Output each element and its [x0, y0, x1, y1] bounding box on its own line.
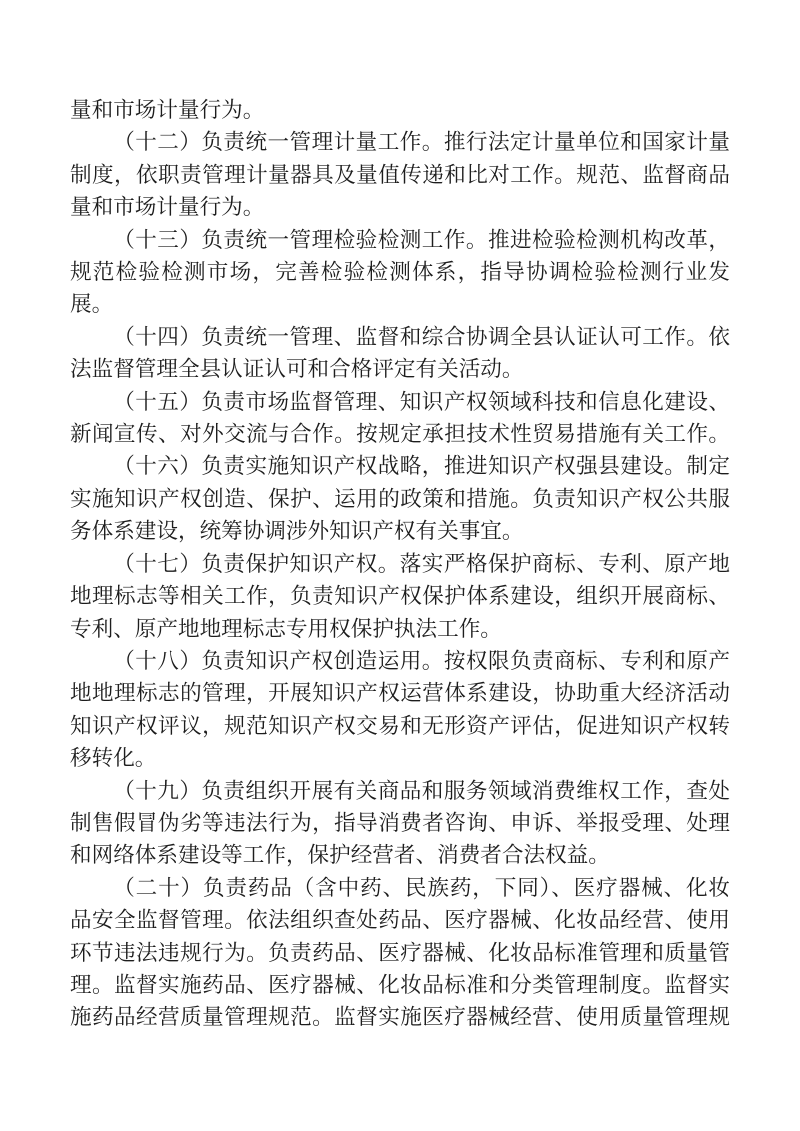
- text-line: 品安全监督管理。依法组织查处药品、医疗器械、化妆品经营、使用: [70, 908, 730, 933]
- text-line: 理。监督实施药品、医疗器械、化妆品标准和分类管理制度。监督实: [70, 972, 730, 997]
- paragraph-12: [70, 126, 730, 223]
- paragraph-continuation: [70, 94, 730, 126]
- text-line: 务体系建设，统筹协调涉外知识产权有关事宜。: [70, 519, 524, 544]
- text-line: 实施知识产权创造、保护、运用的政策和措施。负责知识产权公共服: [70, 486, 730, 511]
- text-line: 规范检验检测市场，完善检验检测体系，指导协调检验检测行业发: [70, 260, 730, 285]
- paragraph-15: [70, 386, 730, 451]
- paragraph-18: [70, 645, 730, 775]
- text-line: 制度，依职责管理计量器具及量值传递和比对工作。规范、监督商品: [70, 162, 730, 187]
- text-line: 法监督管理全县认证认可和合格评定有关活动。: [70, 357, 524, 382]
- text-line: （二十）负责药品（含中药、民族药，下同）、医疗器械、化妆: [113, 875, 730, 900]
- text-line: （十九）负责组织开展有关商品和服务领域消费维权工作，查处: [113, 778, 730, 803]
- text-line: 专利、原产地地理标志专用权保护执法工作。: [70, 616, 502, 641]
- text-line: 移转化。: [70, 746, 157, 771]
- text-line: 地地理标志的管理，开展知识产权运营体系建设，协助重大经济活动: [70, 681, 730, 706]
- text-line: 和网络体系建设等工作，保护经营者、消费者合法权益。: [70, 843, 610, 868]
- document-body: [70, 94, 730, 1034]
- text-line: 施药品经营质量管理规范。监督实施医疗器械经营、使用质量管理规: [70, 1005, 730, 1030]
- text-line: 制售假冒伪劣等违法行为，指导消费者咨询、申诉、举报受理、处理: [70, 810, 730, 835]
- text-line: （十六）负责实施知识产权战略，推进知识产权强县建设。制定: [113, 454, 730, 479]
- text-line: 知识产权评议，规范知识产权交易和无形资产评估，促进知识产权转: [70, 713, 730, 738]
- text-line: 环节违法违规行为。负责药品、医疗器械、化妆品标准管理和质量管: [70, 940, 730, 965]
- text-line: 地理标志等相关工作，负责知识产权保护体系建设，组织开展商标、: [70, 584, 730, 609]
- text-line: 量和市场计量行为。: [70, 195, 265, 220]
- paragraph-19: [70, 775, 730, 872]
- text-line: （十七）负责保护知识产权。落实严格保护商标、专利、原产地: [113, 551, 730, 576]
- paragraph-20: [70, 872, 730, 1034]
- text-line: 新闻宣传、对外交流与合作。按规定承担技术性贸易措施有关工作。: [70, 422, 730, 447]
- text-line: （十四）负责统一管理、监督和综合协调全县认证认可工作。依: [113, 324, 730, 349]
- text-line: （十二）负责统一管理计量工作。推行法定计量单位和国家计量: [113, 130, 730, 155]
- text-line: 展。: [70, 292, 114, 317]
- text-line: （十八）负责知识产权创造运用。按权限负责商标、专利和原产: [113, 648, 730, 673]
- text-line: （十三）负责统一管理检验检测工作。推进检验检测机构改革，: [113, 227, 730, 252]
- text-line: 量和市场计量行为。: [70, 98, 265, 122]
- paragraph-14: [70, 321, 730, 386]
- paragraph-16: [70, 450, 730, 547]
- paragraph-13: [70, 224, 730, 321]
- paragraph-17: [70, 548, 730, 645]
- text-line: （十五）负责市场监督管理、知识产权领域科技和信息化建设、: [113, 389, 730, 414]
